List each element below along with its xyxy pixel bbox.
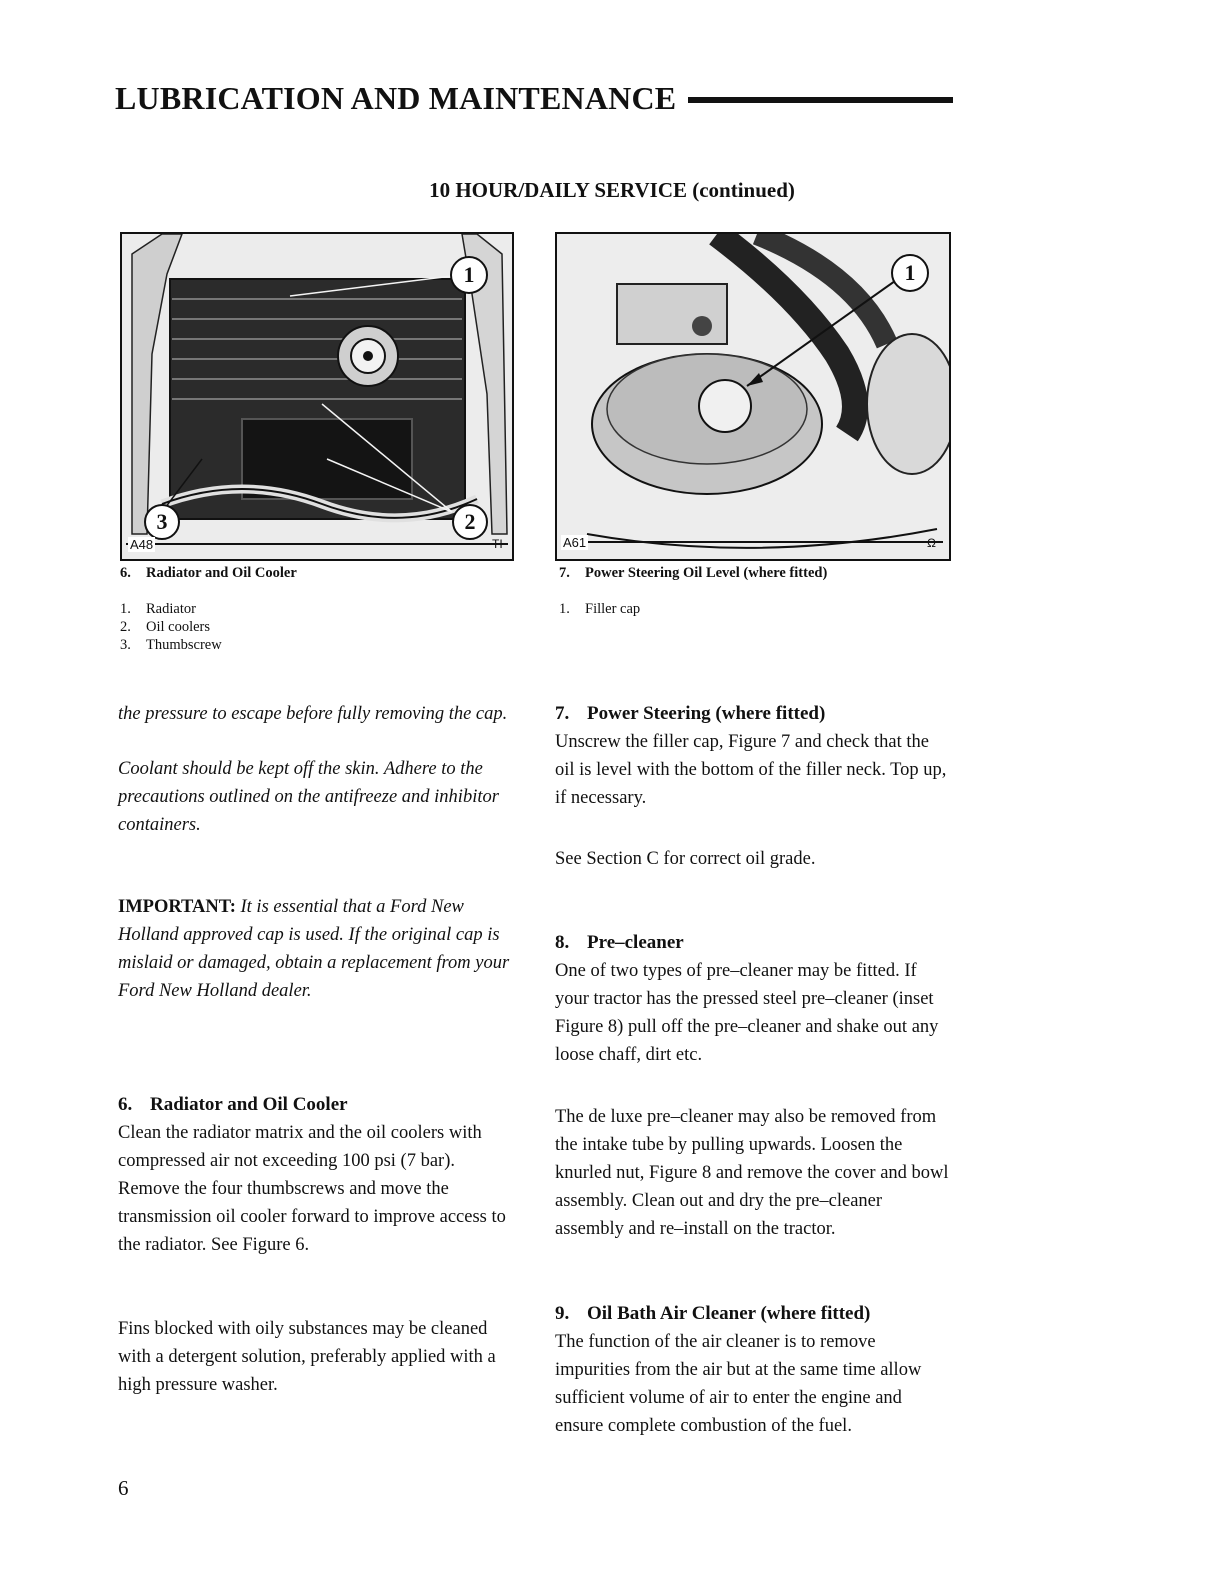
- coolant-skin-paragraph: Coolant should be kept off the skin. Adhere to the precautions outlined on the antifreeze and inhibitor containers.: [118, 759, 499, 835]
- important-label: IMPORTANT:: [118, 897, 236, 917]
- figure-caption: [559, 565, 827, 582]
- section-7-body-2: See Section C for correct oil grade.: [555, 849, 816, 869]
- caption-number: 6.: [120, 565, 131, 581]
- legend-item: 1. Radiator: [120, 601, 196, 617]
- figure-code: A61: [563, 535, 587, 550]
- section-8-body: One of two types of pre–cleaner may be fitted. If your tractor has the pressed steel pre–cleaner (inset Figure 8) pull off the pre–cleaner and shake out any loose chaff, dirt etc.: [555, 961, 939, 1065]
- important-text: It is essential that a Ford New Holland approved cap is used. If the original cap is mislaid or damaged, obtain a replacement from your Ford New Holland dealer.: [118, 897, 510, 1001]
- caption-number: 7.: [559, 565, 570, 581]
- section-6-heading: 6. Radiator and Oil Cooler: [118, 1094, 348, 1115]
- figure-legend: [120, 600, 222, 654]
- header-rule: [688, 97, 953, 103]
- caption-text: Radiator and Oil Cooler: [146, 565, 297, 581]
- legend-item: 3. Thumbscrew: [120, 637, 222, 653]
- section-8-heading: 8. Pre–cleaner: [555, 932, 684, 953]
- figure-caption: [120, 565, 297, 582]
- section-heading: 10 HOUR/DAILY SERVICE (continued): [429, 178, 795, 202]
- caption-text: Power Steering Oil Level (where fitted): [585, 565, 828, 581]
- section-6-body: Clean the radiator matrix and the oil coolers with compressed air not exceeding 100 psi (7 bar). Remove the four thumbscrews and move the transmission oil cooler forward to improve access to the radiator. See Figure 6.: [118, 1123, 506, 1255]
- figure-corner-mark: TI: [492, 537, 503, 551]
- callout-1: 1: [450, 256, 488, 294]
- right-column: [555, 700, 951, 1440]
- section-9-heading: 9. Oil Bath Air Cleaner (where fitted): [555, 1303, 871, 1324]
- callout-2: 2: [452, 504, 488, 540]
- section-8-body-2: The de luxe pre–cleaner may also be removed from the intake tube by pulling upwards. Loosen the knurled nut, Figure 8 and remove the cover and bowl assembly. Clean out and dry the pre–cleaner assembly and re–install on the tractor.: [555, 1107, 949, 1239]
- callout-1: 1: [891, 254, 929, 292]
- callout-3: 3: [144, 504, 180, 540]
- section-7-body: Unscrew the filler cap, Figure 7 and check that the oil is level with the bottom of the filler neck. Top up, if necessary.: [555, 732, 947, 808]
- page-title: LUBRICATION AND MAINTENANCE: [115, 80, 677, 116]
- coolant-pressure-paragraph: the pressure to escape before fully removing the cap.: [118, 704, 508, 724]
- section-7-heading: 7. Power Steering (where fitted): [555, 703, 826, 724]
- section-6-body-2: Fins blocked with oily substances may be cleaned with a detergent solution, preferably applied with a high pressure washer.: [118, 1319, 496, 1395]
- section-9-body: The function of the air cleaner is to remove impurities from the air but at the same time allow sufficient volume of air to enter the engine and ensure complete combustion of the fuel.: [555, 1332, 922, 1436]
- left-column: [118, 700, 512, 1399]
- figure-radiator-oil-cooler: [120, 232, 514, 561]
- legend-item: 2. Oil coolers: [120, 619, 211, 635]
- figure-corner-mark: Ω: [927, 536, 936, 550]
- legend-item: 1. Filler cap: [559, 601, 641, 617]
- important-note: [118, 893, 512, 1005]
- figure-legend: [559, 600, 640, 618]
- power-steering-illustration: [557, 234, 949, 559]
- figure-code: A48: [130, 537, 154, 552]
- figure-power-steering: [555, 232, 951, 561]
- page-number: 6: [118, 1476, 129, 1500]
